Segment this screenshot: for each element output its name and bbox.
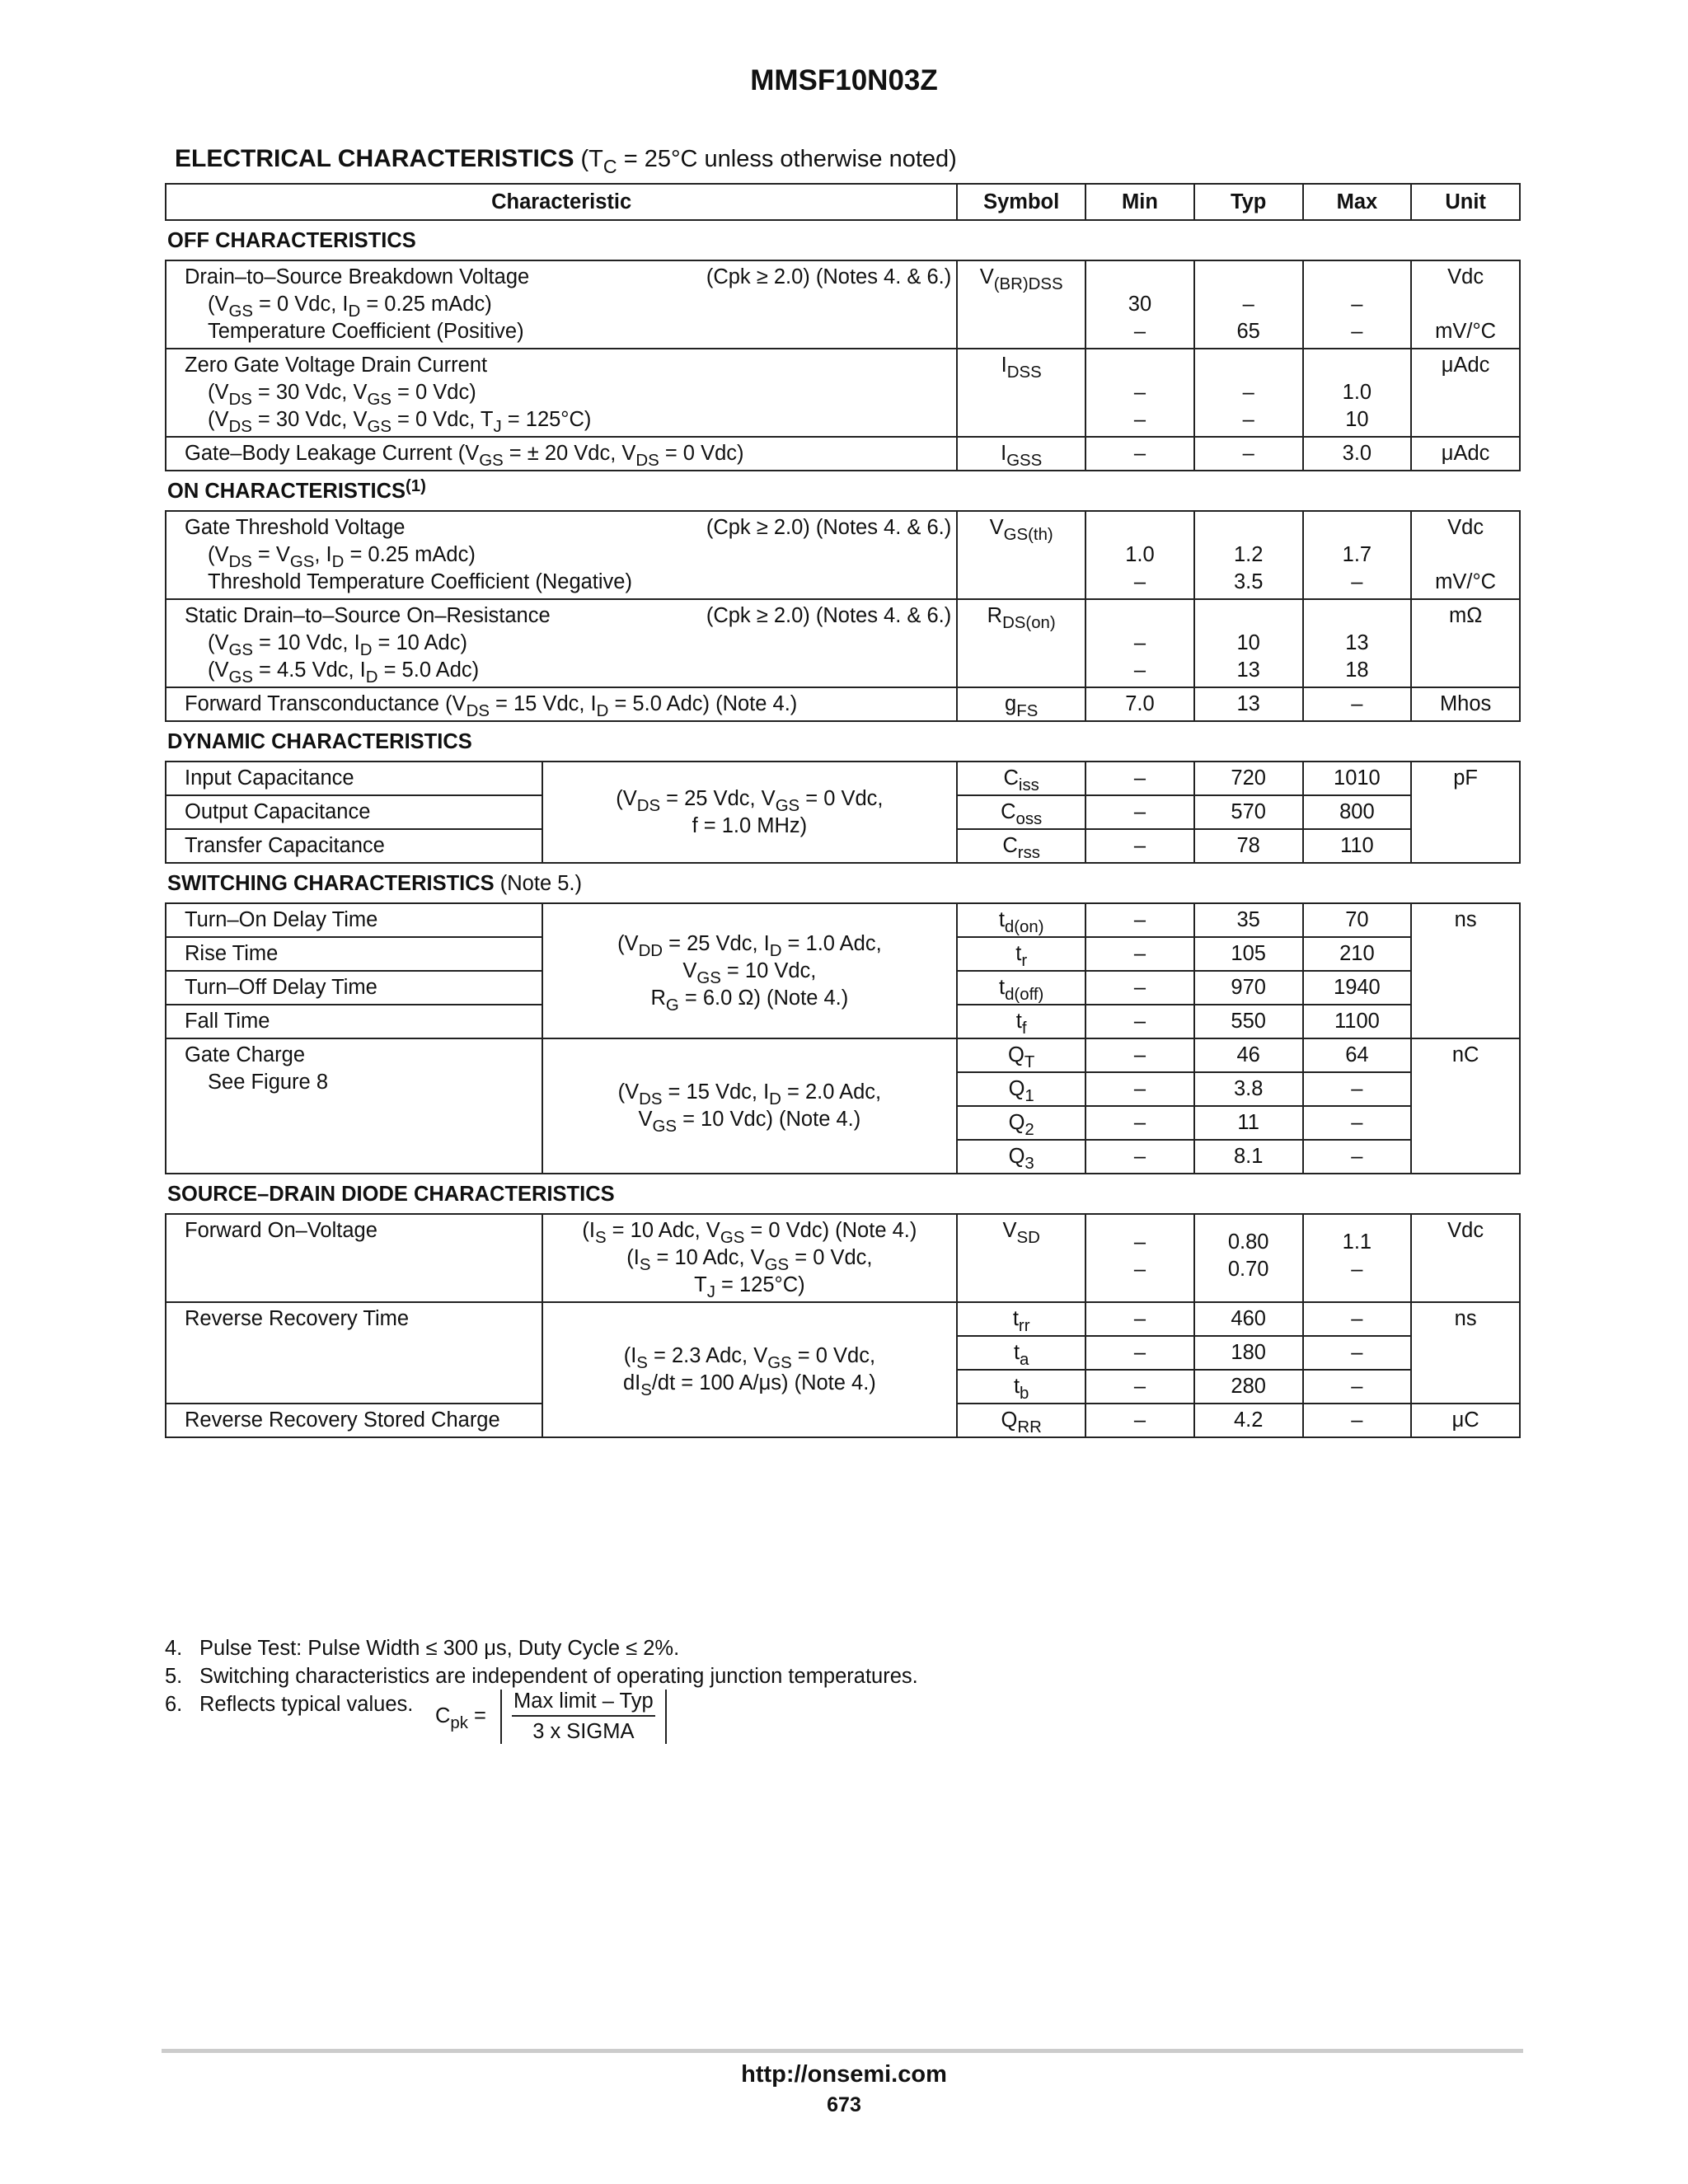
max-cell: – (1303, 1336, 1412, 1370)
max-cell: 1.7 – (1303, 511, 1412, 599)
cpk-numerator: Max limit – Typ (512, 1690, 655, 1717)
typ-cell: 10 13 (1194, 599, 1303, 687)
symbol-cell: $C_{oss}$ (957, 795, 1085, 829)
symbol-cell: $Q_2$ (957, 1106, 1085, 1140)
section-title-dynamic: DYNAMIC CHARACTERISTICS (167, 730, 472, 753)
symbol-cell: $Q_T$ (957, 1038, 1085, 1072)
section-heading (175, 145, 957, 178)
typ-cell: 280 (1194, 1370, 1303, 1404)
symbol-cell: $t_{rr}$ (957, 1302, 1085, 1336)
max-cell: – (1303, 1106, 1412, 1140)
min-cell: – (1085, 1106, 1194, 1140)
typ-cell: 3.8 (1194, 1072, 1303, 1106)
typ-cell: 11 (1194, 1106, 1303, 1140)
section-title-on: ON CHARACTERISTICS$^{(1)}$ (167, 476, 426, 503)
min-cell: – (1085, 762, 1194, 795)
symbol-cell: $t_{d(off)}$ (957, 971, 1085, 1005)
characteristic-cell: Reverse Recovery Stored Charge (166, 1404, 542, 1437)
min-cell: – (1085, 1302, 1194, 1336)
max-cell: 1.1 – (1303, 1214, 1412, 1302)
min-cell: – (1085, 1038, 1194, 1072)
characteristic-cell: Forward Transconductance ($V_{DS} = 15$ Vdc, $I_D = 5.0$ Adc) (Note 4.) (166, 687, 957, 721)
table-row (166, 349, 1520, 437)
typ-cell: 550 (1194, 1005, 1303, 1038)
characteristic-cell: Output Capacitance (166, 795, 542, 829)
characteristic-cell: Input Capacitance (166, 762, 542, 795)
unit-cell: Vdc mV/°C (1411, 511, 1520, 599)
min-cell: – (1085, 437, 1194, 471)
table-row (166, 437, 1520, 471)
unit-cell: Vdc (1411, 1214, 1520, 1302)
unit-cell: Mhos (1411, 687, 1520, 721)
table-row (166, 599, 1520, 687)
characteristic-cell: Transfer Capacitance (166, 829, 542, 863)
characteristic-cell: Reverse Recovery Time (166, 1302, 542, 1404)
section-row-on (166, 471, 1520, 511)
characteristic-cell: Rise Time (166, 937, 542, 971)
typ-cell: 4.2 (1194, 1404, 1303, 1437)
characteristic-cell: Forward On–Voltage (166, 1214, 542, 1302)
min-cell: – – (1085, 1214, 1194, 1302)
characteristic-cell: Zero Gate Voltage Drain Current ($V_{DS} = 30$ Vdc, $V_{GS} = 0$ Vdc) ($V_{DS} = 30$ Vdc, $V_{GS} = 0$ Vdc, $T_J = 125^\circ C$) (166, 349, 957, 437)
table-row (166, 762, 1520, 795)
footnote-5: 5. Switching characteristics are independent of operating junction temperatures. (165, 1665, 918, 1688)
unit-cell: μAdc (1411, 349, 1520, 437)
min-cell: – (1085, 971, 1194, 1005)
symbol-cell: $C_{rss}$ (957, 829, 1085, 863)
symbol-cell: $g_{FS}$ (957, 687, 1085, 721)
footnote-4: 4. Pulse Test: Pulse Width ≤ 300 μs, Duty Cycle ≤ 2%. (165, 1637, 680, 1660)
max-cell: 70 (1303, 903, 1412, 937)
heading-condition: ($T_C = 25^\circ C$ unless otherwise noted) (580, 146, 957, 178)
cpk-formula (435, 1690, 667, 1744)
min-cell: – (1085, 1404, 1194, 1437)
section-title-diode: SOURCE–DRAIN DIODE CHARACTERISTICS (167, 1183, 615, 1206)
symbol-cell: $C_{iss}$ (957, 762, 1085, 795)
symbol-cell: $R_{DS(on)}$ (957, 599, 1085, 687)
section-title-switching: SWITCHING CHARACTERISTICS (Note 5.) (167, 872, 582, 895)
table-row (166, 260, 1520, 349)
min-cell: – – (1085, 599, 1194, 687)
typ-cell: – (1194, 437, 1303, 471)
test-condition-cell: ($V_{DS} = 15$ Vdc, $I_D = 2.0$ Adc, $V_{GS} = 10$ Vdc) (Note 4.) (542, 1038, 958, 1174)
symbol-cell: $Q_1$ (957, 1072, 1085, 1106)
table-row (166, 687, 1520, 721)
symbol-cell: $t_a$ (957, 1336, 1085, 1370)
footer-url[interactable]: http://onsemi.com (741, 2061, 947, 2088)
characteristic-cell: Turn–Off Delay Time (166, 971, 542, 1005)
test-condition-cell: ($I_S = 10$ Adc, $V_{GS} = 0$ Vdc) (Note 4.) ($I_S = 10$ Adc, $V_{GS} = 0$ Vdc, $T_J = 125^\circ C$) (542, 1214, 958, 1302)
max-cell: – (1303, 1302, 1412, 1336)
unit-cell: ns (1411, 903, 1520, 1038)
symbol-cell: $t_f$ (957, 1005, 1085, 1038)
characteristic-cell: Fall Time (166, 1005, 542, 1038)
min-cell: 7.0 (1085, 687, 1194, 721)
unit-cell: Vdc mV/°C (1411, 260, 1520, 349)
table-row (166, 1214, 1520, 1302)
typ-cell: – – (1194, 349, 1303, 437)
typ-cell: 105 (1194, 937, 1303, 971)
typ-cell: 8.1 (1194, 1140, 1303, 1174)
min-cell: 1.0 – (1085, 511, 1194, 599)
section-row-dynamic (166, 721, 1520, 762)
min-cell: – (1085, 1005, 1194, 1038)
max-cell: 13 18 (1303, 599, 1412, 687)
symbol-cell: $Q_3$ (957, 1140, 1085, 1174)
typ-cell: 570 (1194, 795, 1303, 829)
section-row-diode (166, 1174, 1520, 1214)
unit-cell: nC (1411, 1038, 1520, 1174)
col-header-symbol: Symbol (957, 184, 1085, 220)
min-cell: – (1085, 1140, 1194, 1174)
characteristic-cell: Drain–to–Source Breakdown Voltage (Cpk ≥ 2.0) (Notes 4. & 6.) ($V_{GS} = 0$ Vdc, $I_D = 0.25$ mAdc) Temperature Coefficient (Positive) (166, 260, 957, 349)
max-cell: 110 (1303, 829, 1412, 863)
symbol-cell: $V_{GS(th)}$ (957, 511, 1085, 599)
col-header-max: Max (1303, 184, 1412, 220)
max-cell: 1010 (1303, 762, 1412, 795)
characteristic-cell: Gate–Body Leakage Current ($V_{GS}$ = ± 20 Vdc, $V_{DS} = 0$ Vdc) (166, 437, 957, 471)
table-row (166, 1038, 1520, 1072)
footnote-6: 6. Reflects typical values. (165, 1693, 414, 1716)
part-number: MMSF10N03Z (750, 64, 938, 96)
col-header-min: Min (1085, 184, 1194, 220)
min-cell: – (1085, 903, 1194, 937)
symbol-cell: $V_{SD}$ (957, 1214, 1085, 1302)
symbol-cell: $I_{GSS}$ (957, 437, 1085, 471)
section-row-off (166, 220, 1520, 260)
unit-cell: mΩ (1411, 599, 1520, 687)
typ-cell: 180 (1194, 1336, 1303, 1370)
max-cell: 64 (1303, 1038, 1412, 1072)
cpk-label: $C_{pk}$ = (435, 1704, 486, 1732)
max-cell: 1.0 10 (1303, 349, 1412, 437)
table-row (166, 903, 1520, 937)
typ-cell: 0.80 0.70 (1194, 1214, 1303, 1302)
min-cell: – (1085, 829, 1194, 863)
unit-cell: ns (1411, 1302, 1520, 1404)
max-cell: 1100 (1303, 1005, 1412, 1038)
typ-cell: 460 (1194, 1302, 1303, 1336)
unit-cell: μC (1411, 1404, 1520, 1437)
cpk-fraction (500, 1690, 667, 1744)
max-cell: 1940 (1303, 971, 1412, 1005)
col-header-characteristic: Characteristic (166, 184, 957, 220)
heading-title: ELECTRICAL CHARACTERISTICS (175, 145, 574, 172)
typ-cell: 46 (1194, 1038, 1303, 1072)
min-cell: – (1085, 1370, 1194, 1404)
page-number: 673 (827, 2093, 861, 2116)
section-title-off: OFF CHARACTERISTICS (167, 229, 416, 252)
unit-cell: μAdc (1411, 437, 1520, 471)
typ-cell: 1.2 3.5 (1194, 511, 1303, 599)
max-cell: – (1303, 1370, 1412, 1404)
max-cell: 3.0 (1303, 437, 1412, 471)
table-row (166, 511, 1520, 599)
max-cell: – (1303, 1140, 1412, 1174)
max-cell: – (1303, 1404, 1412, 1437)
symbol-cell: $V_{(BR)DSS}$ (957, 260, 1085, 349)
typ-cell: 970 (1194, 971, 1303, 1005)
symbol-cell: $t_r$ (957, 937, 1085, 971)
typ-cell: 78 (1194, 829, 1303, 863)
typ-cell: 35 (1194, 903, 1303, 937)
characteristic-cell: Gate Charge See Figure 8 (166, 1038, 542, 1174)
section-row-switching (166, 863, 1520, 903)
characteristic-cell: Turn–On Delay Time (166, 903, 542, 937)
max-cell: 800 (1303, 795, 1412, 829)
max-cell: – (1303, 687, 1412, 721)
test-condition-cell: ($V_{DS} = 25$ Vdc, $V_{GS} = 0$ Vdc, f = 1.0 MHz) (542, 762, 958, 863)
test-condition-cell: ($V_{DD} = 25$ Vdc, $I_D = 1.0$ Adc, $V_{GS} = 10$ Vdc, $R_G = 6.0$ Ω) (Note 4.) (542, 903, 958, 1038)
table-row (166, 1302, 1520, 1336)
max-cell: 210 (1303, 937, 1412, 971)
cpk-denominator: 3 x SIGMA (532, 1720, 635, 1743)
characteristic-cell: Gate Threshold Voltage (Cpk ≥ 2.0) (Notes 4. & 6.) ($V_{DS} = V_{GS}$, $I_D = 0.25$ mAdc) Threshold Temperature Coefficient (Negative) (166, 511, 957, 599)
min-cell: – (1085, 795, 1194, 829)
symbol-cell: $t_b$ (957, 1370, 1085, 1404)
max-cell: – (1303, 1072, 1412, 1106)
min-cell: – (1085, 937, 1194, 971)
max-cell: – – (1303, 260, 1412, 349)
typ-cell: 720 (1194, 762, 1303, 795)
typ-cell: 13 (1194, 687, 1303, 721)
min-cell: – (1085, 1336, 1194, 1370)
typ-cell: – 65 (1194, 260, 1303, 349)
footer-divider (162, 2049, 1523, 2053)
symbol-cell: $I_{DSS}$ (957, 349, 1085, 437)
symbol-cell: $Q_{RR}$ (957, 1404, 1085, 1437)
electrical-characteristics-table (165, 183, 1521, 1438)
table-header-row (166, 184, 1520, 220)
col-header-typ: Typ (1194, 184, 1303, 220)
characteristic-cell: Static Drain–to–Source On–Resistance (Cpk ≥ 2.0) (Notes 4. & 6.) ($V_{GS} = 10$ Vdc, $I_D = 10$ Adc) ($V_{GS} = 4.5$ Vdc, $I_D = 5.0$ Adc) (166, 599, 957, 687)
col-header-unit: Unit (1411, 184, 1520, 220)
symbol-cell: $t_{d(on)}$ (957, 903, 1085, 937)
test-condition-cell: ($I_S = 2.3$ Adc, $V_{GS} = 0$ Vdc, $dI_S/dt = 100$ A/μs) (Note 4.) (542, 1302, 958, 1437)
min-cell: – – (1085, 349, 1194, 437)
min-cell: – (1085, 1072, 1194, 1106)
min-cell: 30 – (1085, 260, 1194, 349)
unit-cell: pF (1411, 762, 1520, 863)
